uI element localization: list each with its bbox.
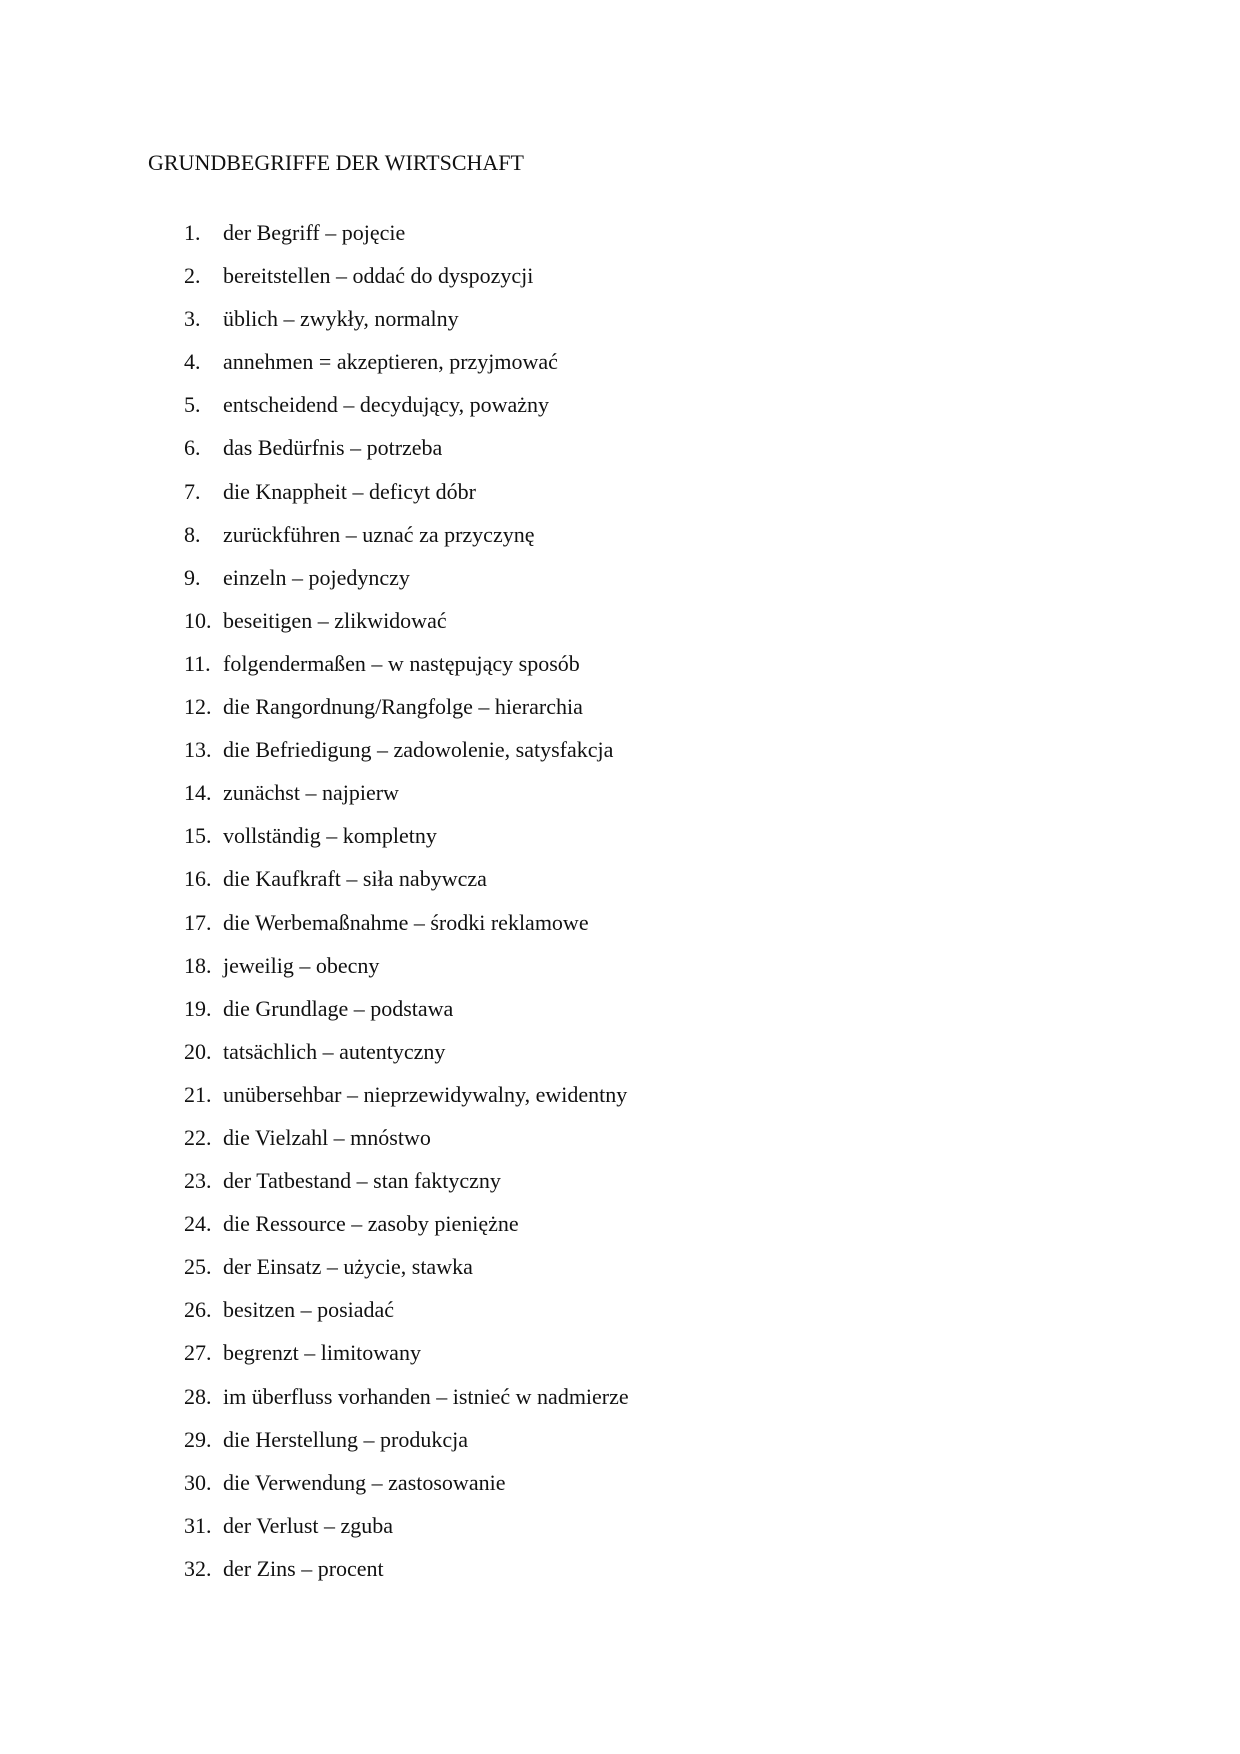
- item-text: entscheidend – decydujący, poważny: [223, 392, 550, 418]
- item-number: 10.: [184, 607, 212, 633]
- item-text: bereitstellen – oddać do dyspozycji: [223, 263, 534, 289]
- item-text: einzeln – pojedynczy: [223, 564, 410, 590]
- item-text: vollständig – kompletny: [223, 823, 437, 849]
- item-number: 11.: [184, 650, 211, 676]
- item-number: 4.: [184, 349, 201, 375]
- item-number: 16.: [184, 866, 212, 892]
- item-text: die Grundlage – podstawa: [223, 995, 454, 1021]
- item-text: im überfluss vorhanden – istnieć w nadmierze: [223, 1383, 629, 1409]
- item-text: die Rangordnung/Rangfolge – hierarchia: [223, 694, 583, 720]
- item-text: üblich – zwykły, normalny: [223, 306, 459, 332]
- item-text: annehmen = akzeptieren, przyjmować: [223, 349, 558, 375]
- item-text: die Kaufkraft – siła nabywcza: [223, 866, 487, 892]
- item-number: 3.: [184, 306, 201, 332]
- item-number: 5.: [184, 392, 201, 418]
- document-title: GRUNDBEGRIFFE DER WIRTSCHAFT: [148, 150, 524, 175]
- item-number: 17.: [184, 909, 212, 935]
- item-text: der Verlust – zguba: [223, 1512, 394, 1538]
- item-number: 22.: [184, 1124, 212, 1150]
- item-number: 7.: [184, 478, 201, 504]
- item-number: 29.: [184, 1426, 212, 1452]
- item-number: 27.: [184, 1340, 212, 1366]
- item-text: folgendermaßen – w następujący sposób: [223, 650, 580, 676]
- item-number: 8.: [184, 521, 201, 547]
- item-number: 23.: [184, 1168, 212, 1194]
- item-text: unübersehbar – nieprzewidywalny, ewidentny: [223, 1081, 628, 1107]
- item-number: 12.: [184, 694, 212, 720]
- item-text: die Vielzahl – mnóstwo: [223, 1124, 431, 1150]
- item-number: 18.: [184, 952, 212, 978]
- item-text: die Herstellung – produkcja: [223, 1426, 468, 1452]
- item-number: 14.: [184, 780, 212, 806]
- item-text: jeweilig – obecny: [223, 952, 380, 978]
- item-text: die Werbemaßnahme – środki reklamowe: [223, 909, 589, 935]
- item-text: zurückführen – uznać za przyczynę: [223, 521, 535, 547]
- item-number: 19.: [184, 995, 212, 1021]
- item-text: der Begriff – pojęcie: [223, 220, 406, 245]
- item-number: 25.: [184, 1254, 212, 1280]
- item-number: 21.: [184, 1081, 212, 1107]
- item-text: der Zins – procent: [223, 1555, 384, 1581]
- item-text: die Befriedigung – zadowolenie, satysfakcja: [223, 737, 614, 763]
- item-number: 1.: [184, 220, 201, 245]
- item-number: 26.: [184, 1297, 212, 1323]
- item-number: 13.: [184, 737, 212, 763]
- item-text: besitzen – posiadać: [223, 1297, 395, 1323]
- item-number: 20.: [184, 1038, 212, 1064]
- item-text: das Bedürfnis – potrzeba: [223, 435, 443, 461]
- item-number: 30.: [184, 1469, 212, 1495]
- item-number: 15.: [184, 823, 212, 849]
- item-number: 32.: [184, 1555, 212, 1581]
- item-number: 31.: [184, 1512, 212, 1538]
- item-text: die Verwendung – zastosowanie: [223, 1469, 506, 1495]
- item-text: begrenzt – limitowany: [223, 1340, 421, 1366]
- item-text: der Einsatz – użycie, stawka: [223, 1254, 473, 1280]
- item-text: die Knappheit – deficyt dóbr: [223, 478, 476, 504]
- item-number: 6.: [184, 435, 201, 461]
- item-text: beseitigen – zlikwidować: [223, 607, 447, 633]
- item-text: zunächst – najpierw: [223, 780, 399, 806]
- item-text: die Ressource – zasoby pieniężne: [223, 1211, 519, 1237]
- item-number: 2.: [184, 263, 201, 289]
- item-number: 24.: [184, 1211, 212, 1237]
- item-number: 9.: [184, 564, 201, 590]
- item-number: 28.: [184, 1383, 212, 1409]
- item-text: der Tatbestand – stan faktyczny: [223, 1168, 501, 1194]
- item-text: tatsächlich – autentyczny: [223, 1038, 446, 1064]
